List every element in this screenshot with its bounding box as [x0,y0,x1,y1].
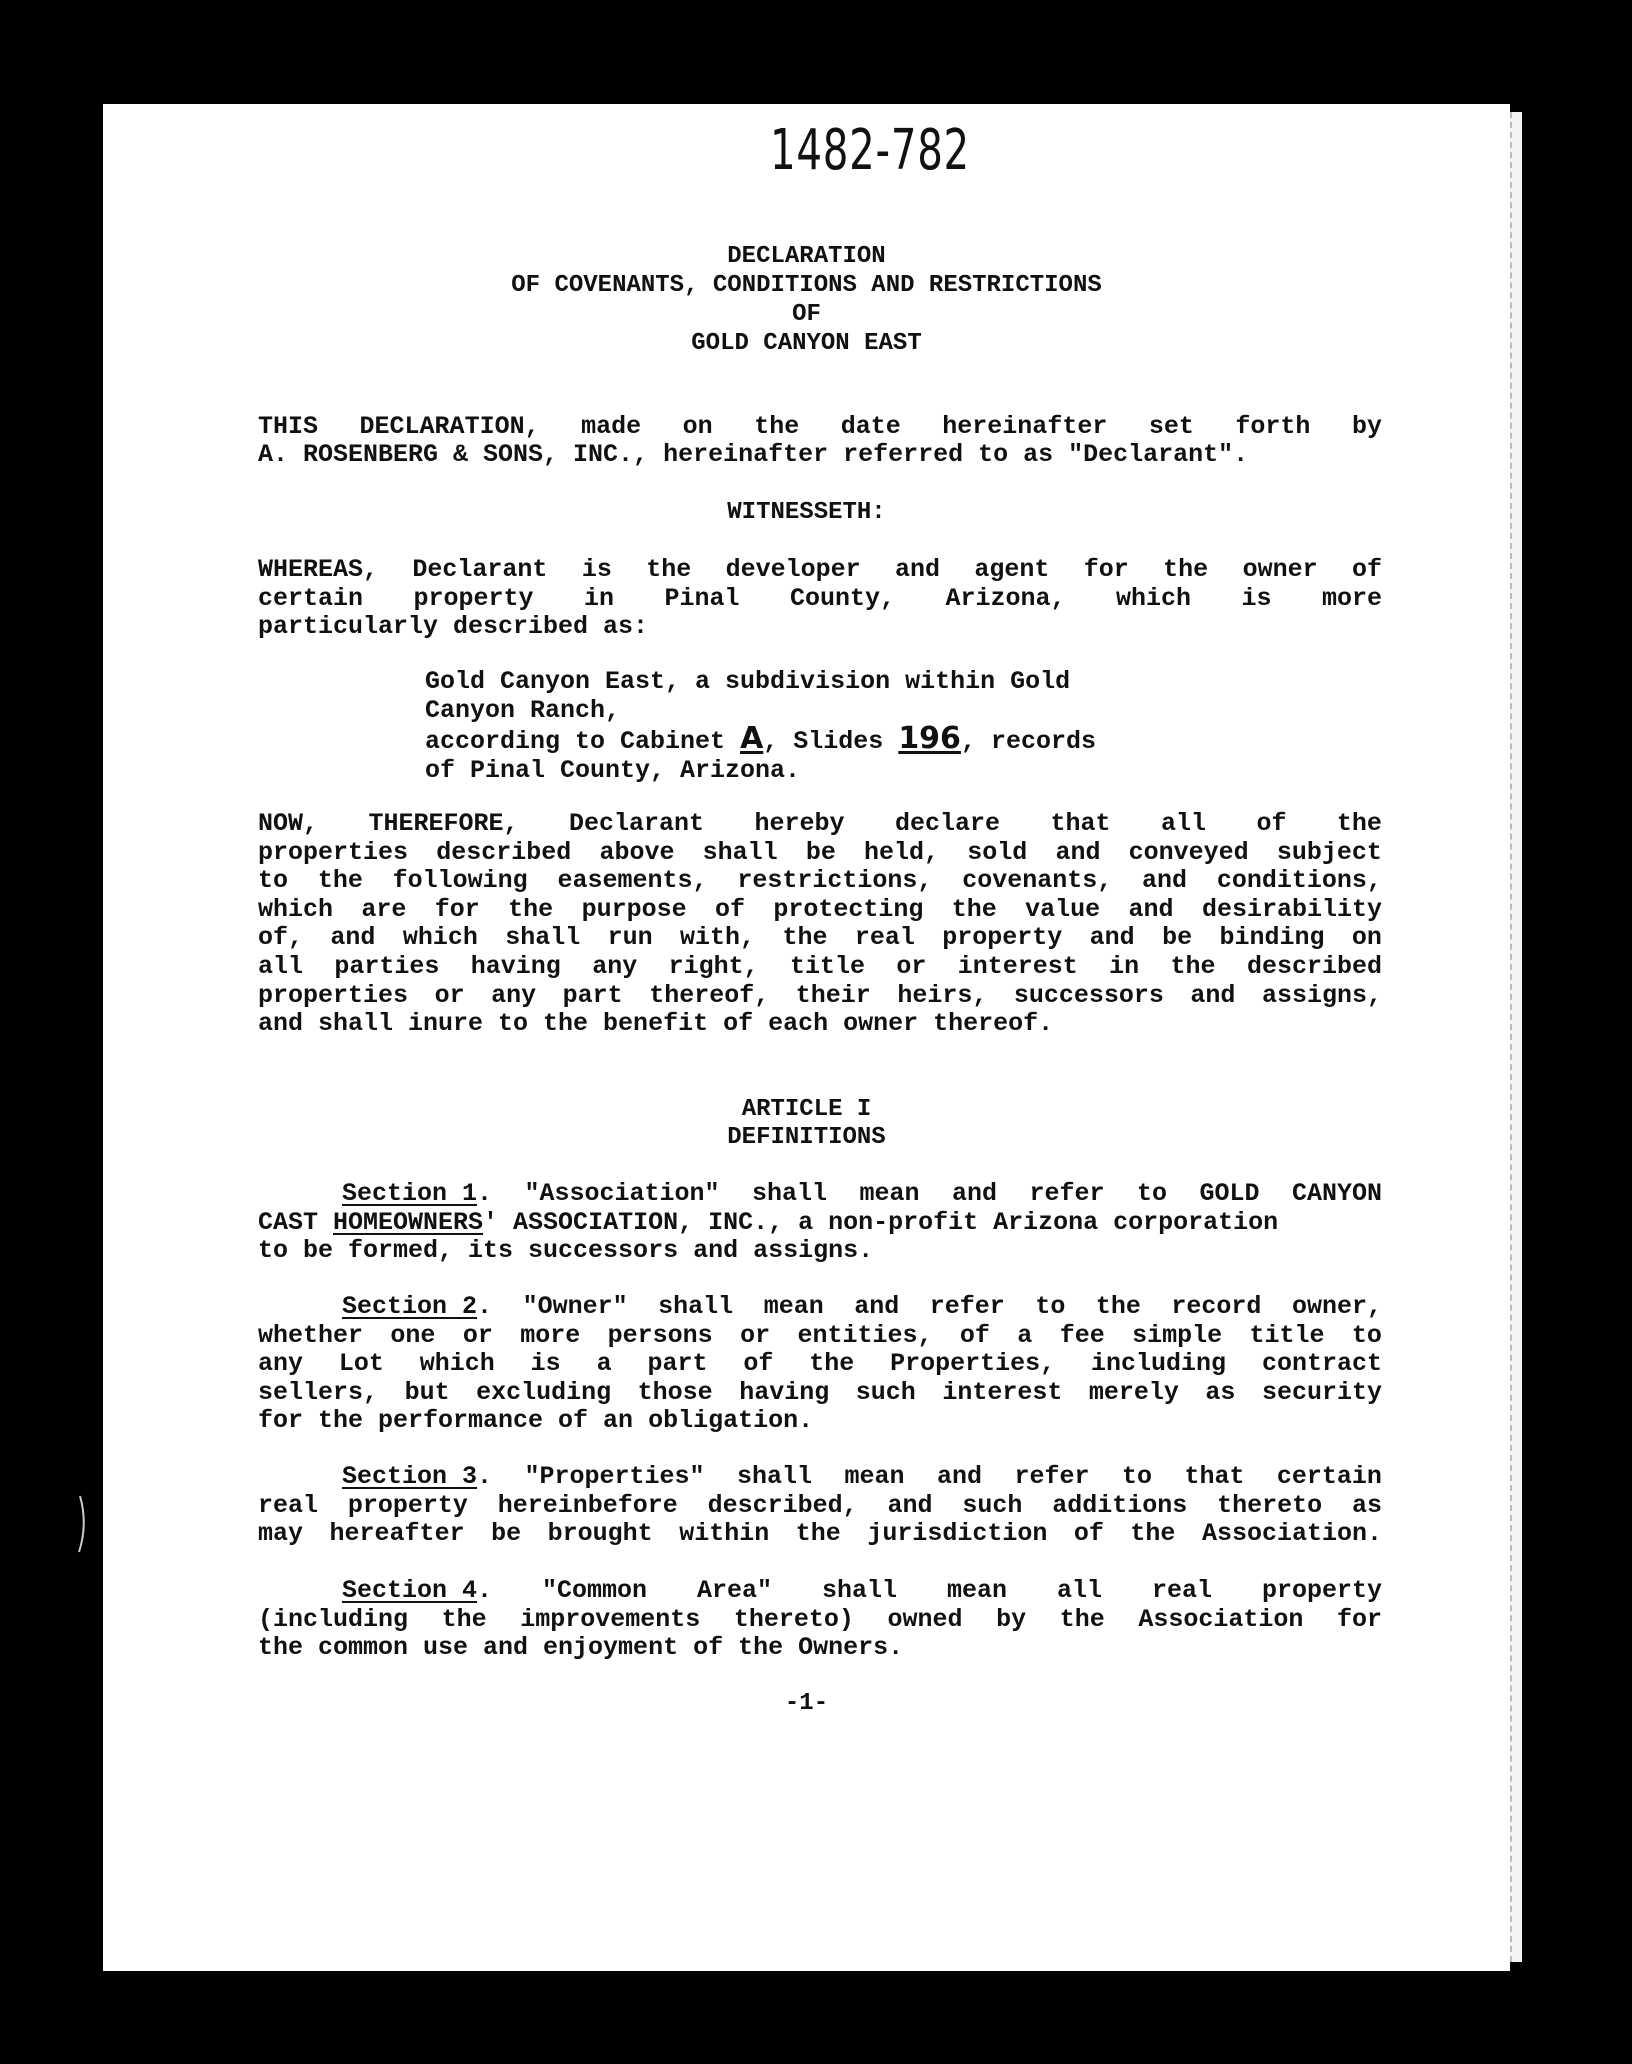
text-line: Canyon Ranch, [425,695,621,725]
section-label-text: Section 3 [342,1462,478,1491]
word: and [1089,923,1135,953]
word: conditions, [1216,866,1382,896]
word: refer [1029,1179,1105,1208]
justified-line [258,1379,1382,1408]
word: THIS [258,412,319,441]
word: owned [887,1604,963,1634]
word: is [1241,583,1272,613]
word: the [1059,1604,1105,1634]
word: and [854,1292,900,1321]
word: more [520,1320,581,1350]
word: declare [894,809,1000,838]
word: the [1336,809,1382,838]
word: is [530,1349,561,1379]
word: owner [1242,555,1318,584]
word: hereafter [329,1519,465,1549]
text-line: A. ROSENBERG & SONS, INC., hereinafter referred to as "Declarant". [258,440,1249,469]
word: shall [752,1179,828,1208]
word: including [1091,1349,1227,1379]
word: and [936,1462,982,1491]
section-label: Section 4. [342,1576,493,1605]
word: property [1261,1576,1382,1605]
word: persons [607,1320,713,1350]
text-line: particularly described as: [258,612,649,642]
justified-line [258,1180,1382,1209]
section-label-text: Section 2 [342,1292,478,1321]
word: and [330,923,376,953]
word: for [1083,555,1129,584]
word: certain [1276,1462,1382,1491]
word: and [895,555,941,584]
word: refer [929,1292,1005,1321]
title-line: DECLARATION [727,243,886,270]
word: forth [1235,412,1311,441]
word: a [1017,1320,1033,1350]
word: of [959,1320,990,1350]
word: "Association" [524,1179,720,1208]
word: those [637,1377,713,1407]
word: and [952,1179,998,1208]
word: Area" [697,1576,773,1605]
word: shall [658,1292,734,1321]
word: Lot [338,1349,384,1379]
word: and [1190,980,1236,1010]
section-1 [258,1180,1382,1266]
title-line: OF [792,301,821,328]
word: sold [967,837,1028,867]
word: binding [1219,923,1325,953]
word: the [1163,555,1209,584]
title-line: GOLD CANYON EAST [691,330,922,357]
text-fragment: ' ASSOCIATION, INC., a non-profit Arizona corporation [483,1207,1279,1237]
title-line: OF COVENANTS, CONDITIONS AND RESTRICTIONS [511,272,1102,299]
word: with, [680,923,756,953]
word: interest [942,1377,1063,1407]
article-heading: DEFINITIONS [727,1124,886,1151]
word: part [647,1349,708,1379]
word: that [1184,1462,1245,1491]
word: NOW, [258,809,319,838]
justified-line [258,867,1382,896]
section-label: Section 2. [342,1292,493,1321]
word: mean [844,1462,905,1491]
word: following [392,866,528,896]
word: CANYON [1291,1179,1382,1208]
text-line: for the performance of an obligation. [258,1406,814,1436]
word: agent [974,555,1050,584]
word: conveyed [1128,837,1249,867]
intro-paragraph [258,413,1382,442]
word: sellers, [258,1377,379,1407]
word: as [1205,1377,1236,1407]
justified-line [258,556,1382,585]
word: the [317,866,363,896]
word: the [1170,951,1216,981]
word: the [1095,1292,1141,1321]
word: GOLD [1199,1179,1260,1208]
word: as [1351,1490,1382,1520]
word: the [782,923,828,953]
word: interest [957,951,1078,981]
word: mean [859,1179,920,1208]
justified-line [258,1492,1382,1521]
word: Pinal [664,583,740,613]
word: brought [547,1519,653,1549]
witnesseth-heading: WITNESSETH: [727,499,886,526]
word: described, [707,1490,858,1520]
word: the [646,555,692,584]
word: the [809,1349,855,1379]
word: subject [1276,837,1382,867]
word: date [840,412,901,441]
word: protecting [773,894,924,924]
word: excluding [476,1377,612,1407]
word: shall [505,923,581,953]
word: set [1148,412,1194,441]
word: right, [668,951,759,981]
word: (including [258,1604,409,1634]
text-fragment: , Slides [763,727,899,757]
word: certain [258,583,364,613]
word: or [896,951,927,981]
word: of [1073,1519,1104,1549]
justified-line [258,810,1382,839]
word: more [1321,583,1382,613]
word: part [562,980,623,1010]
word: improvements [520,1604,701,1634]
word: desirability [1201,894,1382,924]
word: property [347,1490,468,1520]
section-label: Section 1. [342,1179,493,1208]
page-number: -1- [784,1690,829,1717]
section-2 [258,1293,1382,1436]
word: their [795,980,871,1010]
word: described [436,837,572,867]
word: contract [1261,1349,1382,1379]
word: jurisdiction [867,1519,1048,1549]
word: "Properties" [524,1462,705,1491]
word: property [942,923,1063,953]
justified-line [258,839,1382,868]
word: which [1115,583,1191,613]
word: all [1160,809,1206,838]
word: mean [763,1292,824,1321]
section-3 [258,1463,1382,1549]
word: of [1256,809,1287,838]
word: and [887,1490,933,1520]
word: which [258,894,334,924]
word: that [1050,809,1111,838]
text-fragment: , records [960,727,1096,757]
word: such [855,1377,916,1407]
word: which [402,923,478,953]
word: one [390,1320,436,1350]
word: on [1351,923,1382,953]
word: Association. [1201,1519,1382,1549]
word: made [581,412,642,441]
word: and [1142,866,1188,896]
justified-line [258,1606,1382,1635]
section-label-text: Section 4 [342,1576,478,1605]
now-therefore-paragraph [258,810,1382,1039]
word: any [491,980,537,1010]
word: be [805,837,836,867]
word: THEREFORE, [368,809,519,838]
word: fee [1059,1320,1105,1350]
section-label-text: Section 1 [342,1179,478,1208]
word: a [596,1349,612,1379]
word: the [508,894,554,924]
word: mean [946,1576,1007,1605]
word: to [1136,1179,1167,1208]
word: additions [1052,1490,1188,1520]
word: County, [789,583,895,613]
word: assigns, [1261,980,1382,1010]
word: restrictions, [737,866,933,896]
word: real [1151,1576,1212,1605]
justified-line [258,1322,1382,1351]
justified-line [258,585,1382,614]
word: "Common [542,1576,648,1605]
word: the [1130,1519,1176,1549]
justified-line [258,953,1382,982]
word: Declarant [568,809,705,838]
word: for [434,894,480,924]
word: the [795,1519,841,1549]
word: parties [334,951,440,981]
word: Arizona, [945,583,1066,613]
word: run [607,923,653,953]
word: properties [258,980,409,1010]
word: for [1336,1604,1382,1634]
justified-line [258,413,1382,442]
justified-line [258,982,1382,1011]
word: on [682,412,713,441]
document-title [103,242,1510,358]
text-fragment: CAST [258,1207,334,1237]
word: hereby [754,809,845,838]
word: DECLARATION, [359,412,540,441]
word: record [1171,1292,1262,1321]
word: the [951,894,997,924]
word: the [441,1604,487,1634]
word: to [1121,1462,1152,1491]
justified-line [258,1577,1382,1606]
word: thereof, [649,980,770,1010]
word: simple [1132,1320,1223,1350]
word: owner, [1291,1292,1382,1321]
word: of [743,1349,774,1379]
word: are [361,894,407,924]
word: and [1055,837,1101,867]
word: in [584,583,615,613]
handwritten-slides: 196 [898,721,961,757]
word: refer [1014,1462,1090,1491]
document-number: 1482-782 [770,118,970,183]
word: real [854,923,915,953]
text-line: and shall inure to the benefit of each owner thereof. [258,1009,1054,1039]
word: or [434,980,465,1010]
property-description [425,668,1185,785]
justified-line [258,1463,1382,1492]
word: successors [1013,980,1164,1010]
word: Properties, [890,1349,1056,1379]
word: "Owner" [522,1292,628,1321]
word: purpose [581,894,687,924]
word: be [491,1519,522,1549]
justified-line [258,1350,1382,1379]
word: the [754,412,800,441]
word: in [1109,951,1140,981]
word: property [413,583,534,613]
word: by [996,1604,1027,1634]
word: heirs, [897,980,988,1010]
word: above [599,837,675,867]
intro-paragraph-cont [258,441,1382,470]
word: which [419,1349,495,1379]
text-line: Gold Canyon East, a subdivision within Gold [425,667,1071,696]
text-line [425,721,1185,757]
handwritten-cabinet: A [740,721,764,757]
word: held, [864,837,940,867]
word: or [740,1320,771,1350]
word: any [258,1349,304,1379]
word: thereto) [733,1604,854,1634]
word: properties [258,837,409,867]
word: to [1035,1292,1066,1321]
word: all [258,951,304,981]
word: be [1162,923,1193,953]
word: but [404,1377,450,1407]
word: whether [258,1320,364,1350]
word: shall [737,1462,813,1491]
word: of [1351,555,1382,584]
word: shall [702,837,778,867]
word: is [581,555,612,584]
article-number: ARTICLE I [741,1096,872,1123]
word: shall [822,1576,898,1605]
word: of, [258,923,304,953]
word: real [258,1490,319,1520]
whereas-paragraph [258,556,1382,642]
word: or [462,1320,493,1350]
word: title [789,951,865,981]
section-4 [258,1577,1382,1663]
justified-line [258,896,1382,925]
underlined-word: HOMEOWNERS [333,1207,484,1237]
word: Declarant [412,555,548,584]
word: having [470,951,561,981]
word: of [714,894,745,924]
word: WHEREAS, [258,555,379,584]
justified-line [258,1520,1382,1549]
word: entities, [797,1320,933,1350]
word: to [258,866,289,896]
word: may [258,1519,304,1549]
word: by [1351,412,1382,441]
word: merely [1088,1377,1179,1407]
word: covenants, [962,866,1113,896]
text-fragment: according to Cabinet [425,727,741,757]
word: value [1025,894,1101,924]
word: Association [1138,1604,1304,1634]
word: having [739,1377,830,1407]
section-label: Section 3. [342,1462,493,1491]
word: security [1261,1377,1382,1407]
word: such [962,1490,1023,1520]
word: thereto [1217,1490,1323,1520]
text-line [258,1209,1382,1238]
word: any [592,951,638,981]
word: within [679,1519,770,1549]
word: developer [725,555,861,584]
word: all [1056,1576,1102,1605]
word: easements, [557,866,708,896]
justified-line [258,924,1382,953]
word: hereinbefore [497,1490,678,1520]
scan-edge-strip [1510,112,1522,1962]
margin-bracket-mark [76,1494,90,1554]
text-line: of Pinal County, Arizona. [425,755,801,785]
word: to [1351,1320,1382,1350]
justified-line [258,1293,1382,1322]
text-line: the common use and enjoyment of the Owners. [258,1633,904,1663]
word: and [1128,894,1174,924]
text-line: to be formed, its successors and assigns. [258,1236,874,1266]
word: hereinafter [942,412,1108,441]
word: title [1249,1320,1325,1350]
word: described [1246,951,1382,981]
